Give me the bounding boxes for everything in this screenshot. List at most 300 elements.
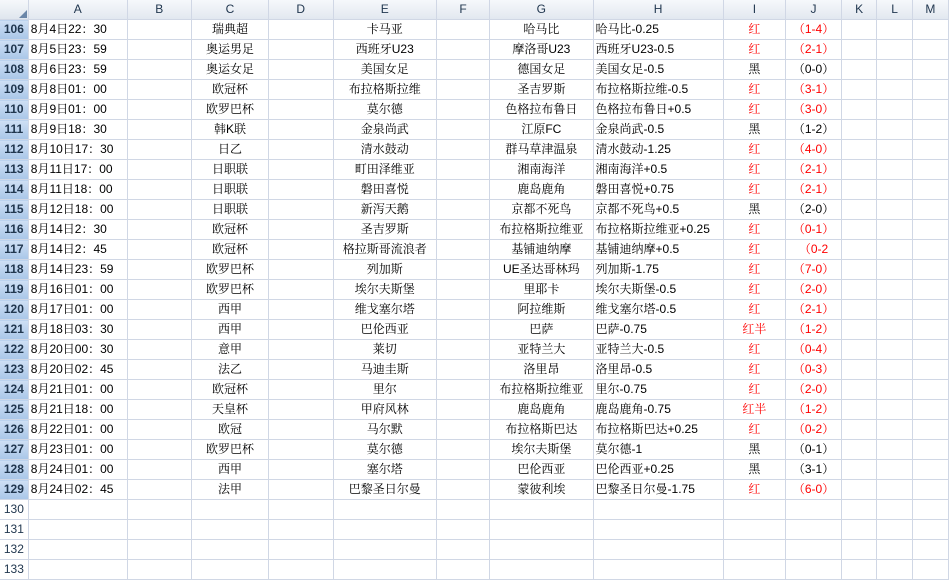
column-header-e[interactable]: E <box>333 0 436 20</box>
cell-E116[interactable]: 圣吉罗斯 <box>333 220 436 240</box>
cell-E132[interactable] <box>333 540 436 560</box>
cell-C106[interactable]: 瑞典超 <box>192 20 269 40</box>
cell-B108[interactable] <box>127 60 191 80</box>
cell-A121[interactable]: 8月18日03：30 <box>28 320 127 340</box>
row-header[interactable]: 115 <box>0 200 28 220</box>
cell-G126[interactable]: 布拉格斯巴达 <box>490 420 593 440</box>
cell-D118[interactable] <box>268 260 333 280</box>
table-row[interactable] <box>0 280 949 300</box>
cell-D130[interactable] <box>268 500 333 520</box>
cell-L117[interactable] <box>877 240 912 260</box>
table-row[interactable] <box>0 520 949 540</box>
cell-F124[interactable] <box>436 380 489 400</box>
cell-H106[interactable]: 哈马比-0.25 <box>593 20 723 40</box>
cell-B124[interactable] <box>127 380 191 400</box>
cell-I122[interactable]: 红 <box>723 340 786 360</box>
column-header-f[interactable]: F <box>436 0 489 20</box>
cell-E129[interactable]: 巴黎圣日尔曼 <box>333 480 436 500</box>
row-header[interactable]: 122 <box>0 340 28 360</box>
cell-K108[interactable] <box>841 60 877 80</box>
cell-F117[interactable] <box>436 240 489 260</box>
table-row[interactable] <box>0 40 949 60</box>
cell-I132[interactable] <box>723 540 786 560</box>
cell-M106[interactable] <box>912 20 948 40</box>
cell-B117[interactable] <box>127 240 191 260</box>
cell-K122[interactable] <box>841 340 877 360</box>
cell-L110[interactable] <box>877 100 912 120</box>
cell-H130[interactable] <box>593 500 723 520</box>
row-header[interactable]: 111 <box>0 120 28 140</box>
cell-D131[interactable] <box>268 520 333 540</box>
cell-H129[interactable]: 巴黎圣日尔曼-1.75 <box>593 480 723 500</box>
table-row[interactable] <box>0 200 949 220</box>
cell-L113[interactable] <box>877 160 912 180</box>
cell-K128[interactable] <box>841 460 877 480</box>
cell-D126[interactable] <box>268 420 333 440</box>
cell-L132[interactable] <box>877 540 912 560</box>
row-header[interactable]: 107 <box>0 40 28 60</box>
cell-G122[interactable]: 亚特兰大 <box>490 340 593 360</box>
cell-G127[interactable]: 埃尔夫斯堡 <box>490 440 593 460</box>
cell-F120[interactable] <box>436 300 489 320</box>
cell-F125[interactable] <box>436 400 489 420</box>
cell-I126[interactable]: 红 <box>723 420 786 440</box>
cell-H128[interactable]: 巴伦西亚+0.25 <box>593 460 723 480</box>
cell-G123[interactable]: 洛里昂 <box>490 360 593 380</box>
cell-I108[interactable]: 黑 <box>723 60 786 80</box>
cell-G132[interactable] <box>490 540 593 560</box>
cell-M125[interactable] <box>912 400 948 420</box>
cell-F133[interactable] <box>436 560 489 580</box>
cell-I123[interactable]: 红 <box>723 360 786 380</box>
cell-G106[interactable]: 哈马比 <box>490 20 593 40</box>
cell-L107[interactable] <box>877 40 912 60</box>
table-row[interactable] <box>0 120 949 140</box>
table-row[interactable] <box>0 420 949 440</box>
cell-D108[interactable] <box>268 60 333 80</box>
column-header-l[interactable]: L <box>877 0 912 20</box>
table-row[interactable] <box>0 440 949 460</box>
cell-M117[interactable] <box>912 240 948 260</box>
cell-D129[interactable] <box>268 480 333 500</box>
table-row[interactable] <box>0 240 949 260</box>
cell-A124[interactable]: 8月21日01：00 <box>28 380 127 400</box>
cell-M131[interactable] <box>912 520 948 540</box>
cell-E119[interactable]: 埃尔夫斯堡 <box>333 280 436 300</box>
table-row[interactable] <box>0 500 949 520</box>
cell-I113[interactable]: 红 <box>723 160 786 180</box>
cell-B113[interactable] <box>127 160 191 180</box>
cell-F109[interactable] <box>436 80 489 100</box>
cell-M133[interactable] <box>912 560 948 580</box>
cell-B115[interactable] <box>127 200 191 220</box>
row-header[interactable]: 114 <box>0 180 28 200</box>
table-row[interactable] <box>0 540 949 560</box>
cell-E111[interactable]: 金泉尚武 <box>333 120 436 140</box>
cell-K125[interactable] <box>841 400 877 420</box>
cell-J112[interactable]: （4-0） <box>786 140 842 160</box>
cell-M111[interactable] <box>912 120 948 140</box>
cell-D107[interactable] <box>268 40 333 60</box>
table-row[interactable] <box>0 400 949 420</box>
row-header[interactable]: 110 <box>0 100 28 120</box>
cell-E125[interactable]: 甲府风林 <box>333 400 436 420</box>
cell-C112[interactable]: 日乙 <box>192 140 269 160</box>
cell-H126[interactable]: 布拉格斯巴达+0.25 <box>593 420 723 440</box>
row-header[interactable]: 126 <box>0 420 28 440</box>
cell-M126[interactable] <box>912 420 948 440</box>
cell-L118[interactable] <box>877 260 912 280</box>
cell-F118[interactable] <box>436 260 489 280</box>
cell-A112[interactable]: 8月10日17：30 <box>28 140 127 160</box>
cell-H113[interactable]: 湘南海洋+0.5 <box>593 160 723 180</box>
cell-H109[interactable]: 布拉格斯拉维-0.5 <box>593 80 723 100</box>
table-row[interactable] <box>0 560 949 580</box>
cell-K112[interactable] <box>841 140 877 160</box>
cell-J119[interactable]: （2-0） <box>786 280 842 300</box>
cell-E118[interactable]: 列加斯 <box>333 260 436 280</box>
cell-K132[interactable] <box>841 540 877 560</box>
cell-L114[interactable] <box>877 180 912 200</box>
row-header[interactable]: 119 <box>0 280 28 300</box>
cell-E110[interactable]: 莫尔德 <box>333 100 436 120</box>
cell-B122[interactable] <box>127 340 191 360</box>
cell-A132[interactable] <box>28 540 127 560</box>
cell-J113[interactable]: （2-1） <box>786 160 842 180</box>
cell-F111[interactable] <box>436 120 489 140</box>
cell-B119[interactable] <box>127 280 191 300</box>
cell-A125[interactable]: 8月21日18：00 <box>28 400 127 420</box>
cell-K121[interactable] <box>841 320 877 340</box>
cell-J120[interactable]: （2-1） <box>786 300 842 320</box>
cell-C122[interactable]: 意甲 <box>192 340 269 360</box>
row-header[interactable]: 112 <box>0 140 28 160</box>
cell-K115[interactable] <box>841 200 877 220</box>
cell-F119[interactable] <box>436 280 489 300</box>
select-all-corner[interactable] <box>0 0 28 20</box>
cell-L125[interactable] <box>877 400 912 420</box>
cell-D110[interactable] <box>268 100 333 120</box>
cell-B112[interactable] <box>127 140 191 160</box>
cell-G129[interactable]: 蒙彼利埃 <box>490 480 593 500</box>
cell-E106[interactable]: 卡马亚 <box>333 20 436 40</box>
cell-I106[interactable]: 红 <box>723 20 786 40</box>
cell-I121[interactable]: 红半 <box>723 320 786 340</box>
cell-B125[interactable] <box>127 400 191 420</box>
cell-K106[interactable] <box>841 20 877 40</box>
row-header[interactable]: 123 <box>0 360 28 380</box>
cell-H111[interactable]: 金泉尚武-0.5 <box>593 120 723 140</box>
cell-F130[interactable] <box>436 500 489 520</box>
cell-H122[interactable]: 亚特兰大-0.5 <box>593 340 723 360</box>
cell-L130[interactable] <box>877 500 912 520</box>
cell-I107[interactable]: 红 <box>723 40 786 60</box>
cell-A120[interactable]: 8月17日01：00 <box>28 300 127 320</box>
cell-L133[interactable] <box>877 560 912 580</box>
cell-D124[interactable] <box>268 380 333 400</box>
cell-C110[interactable]: 欧罗巴杯 <box>192 100 269 120</box>
cell-A110[interactable]: 8月9日01：00 <box>28 100 127 120</box>
cell-M116[interactable] <box>912 220 948 240</box>
cell-D111[interactable] <box>268 120 333 140</box>
cell-K116[interactable] <box>841 220 877 240</box>
cell-F123[interactable] <box>436 360 489 380</box>
table-row[interactable] <box>0 340 949 360</box>
cell-L129[interactable] <box>877 480 912 500</box>
cell-I119[interactable]: 红 <box>723 280 786 300</box>
table-row[interactable] <box>0 260 949 280</box>
cell-B123[interactable] <box>127 360 191 380</box>
cell-G117[interactable]: 基铺迪纳摩 <box>490 240 593 260</box>
cell-J122[interactable]: （0-4） <box>786 340 842 360</box>
cell-F116[interactable] <box>436 220 489 240</box>
cell-A119[interactable]: 8月16日01：00 <box>28 280 127 300</box>
cell-G120[interactable]: 阿拉维斯 <box>490 300 593 320</box>
column-header-d[interactable]: D <box>268 0 333 20</box>
cell-B121[interactable] <box>127 320 191 340</box>
cell-F108[interactable] <box>436 60 489 80</box>
cell-A123[interactable]: 8月20日02：45 <box>28 360 127 380</box>
cell-A126[interactable]: 8月22日01：00 <box>28 420 127 440</box>
cell-A107[interactable]: 8月5日23：59 <box>28 40 127 60</box>
cell-K120[interactable] <box>841 300 877 320</box>
worksheet-body[interactable] <box>0 20 949 580</box>
cell-E122[interactable]: 莱切 <box>333 340 436 360</box>
cell-A113[interactable]: 8月11日17：00 <box>28 160 127 180</box>
cell-J132[interactable] <box>786 540 842 560</box>
cell-K113[interactable] <box>841 160 877 180</box>
cell-C126[interactable]: 欧冠 <box>192 420 269 440</box>
row-header[interactable]: 124 <box>0 380 28 400</box>
cell-F131[interactable] <box>436 520 489 540</box>
cell-E133[interactable] <box>333 560 436 580</box>
cell-M123[interactable] <box>912 360 948 380</box>
cell-G118[interactable]: UE圣达哥林玛 <box>490 260 593 280</box>
cell-J116[interactable]: （0-1） <box>786 220 842 240</box>
cell-D117[interactable] <box>268 240 333 260</box>
cell-F121[interactable] <box>436 320 489 340</box>
cell-M114[interactable] <box>912 180 948 200</box>
cell-K130[interactable] <box>841 500 877 520</box>
cell-K124[interactable] <box>841 380 877 400</box>
column-header-a[interactable]: A <box>28 0 127 20</box>
cell-C131[interactable] <box>192 520 269 540</box>
cell-B107[interactable] <box>127 40 191 60</box>
cell-I110[interactable]: 红 <box>723 100 786 120</box>
cell-I109[interactable]: 红 <box>723 80 786 100</box>
cell-B120[interactable] <box>127 300 191 320</box>
cell-C128[interactable]: 西甲 <box>192 460 269 480</box>
cell-K131[interactable] <box>841 520 877 540</box>
table-row[interactable] <box>0 100 949 120</box>
cell-L128[interactable] <box>877 460 912 480</box>
cell-M112[interactable] <box>912 140 948 160</box>
cell-C109[interactable]: 欧冠杯 <box>192 80 269 100</box>
table-row[interactable] <box>0 20 949 40</box>
cell-E114[interactable]: 磐田喜悦 <box>333 180 436 200</box>
cell-E112[interactable]: 清水鼓动 <box>333 140 436 160</box>
row-header[interactable]: 109 <box>0 80 28 100</box>
cell-H132[interactable] <box>593 540 723 560</box>
cell-D115[interactable] <box>268 200 333 220</box>
cell-F126[interactable] <box>436 420 489 440</box>
cell-H108[interactable]: 美国女足-0.5 <box>593 60 723 80</box>
cell-G109[interactable]: 圣吉罗斯 <box>490 80 593 100</box>
table-row[interactable] <box>0 220 949 240</box>
cell-H114[interactable]: 磐田喜悦+0.75 <box>593 180 723 200</box>
cell-E126[interactable]: 马尔默 <box>333 420 436 440</box>
table-row[interactable] <box>0 160 949 180</box>
cell-K118[interactable] <box>841 260 877 280</box>
cell-D109[interactable] <box>268 80 333 100</box>
column-header-c[interactable]: C <box>192 0 269 20</box>
cell-G108[interactable]: 德国女足 <box>490 60 593 80</box>
cell-C117[interactable]: 欧冠杯 <box>192 240 269 260</box>
cell-B132[interactable] <box>127 540 191 560</box>
cell-I118[interactable]: 红 <box>723 260 786 280</box>
cell-B118[interactable] <box>127 260 191 280</box>
cell-E109[interactable]: 布拉格斯拉维 <box>333 80 436 100</box>
cell-I115[interactable]: 黑 <box>723 200 786 220</box>
cell-F128[interactable] <box>436 460 489 480</box>
cell-H125[interactable]: 鹿岛鹿角-0.75 <box>593 400 723 420</box>
cell-D122[interactable] <box>268 340 333 360</box>
cell-C120[interactable]: 西甲 <box>192 300 269 320</box>
cell-D112[interactable] <box>268 140 333 160</box>
cell-D132[interactable] <box>268 540 333 560</box>
table-row[interactable] <box>0 80 949 100</box>
row-header[interactable]: 108 <box>0 60 28 80</box>
cell-B109[interactable] <box>127 80 191 100</box>
cell-D116[interactable] <box>268 220 333 240</box>
row-header[interactable]: 117 <box>0 240 28 260</box>
cell-G130[interactable] <box>490 500 593 520</box>
cell-J107[interactable]: （2-1） <box>786 40 842 60</box>
cell-I114[interactable]: 红 <box>723 180 786 200</box>
cell-J121[interactable]: （1-2） <box>786 320 842 340</box>
column-header-g[interactable]: G <box>490 0 593 20</box>
cell-E128[interactable]: 塞尔塔 <box>333 460 436 480</box>
cell-L131[interactable] <box>877 520 912 540</box>
cell-M120[interactable] <box>912 300 948 320</box>
cell-L127[interactable] <box>877 440 912 460</box>
cell-M130[interactable] <box>912 500 948 520</box>
cell-E115[interactable]: 新泻天鹅 <box>333 200 436 220</box>
cell-A122[interactable]: 8月20日00：30 <box>28 340 127 360</box>
cell-J111[interactable]: （1-2） <box>786 120 842 140</box>
cell-I133[interactable] <box>723 560 786 580</box>
cell-G119[interactable]: 里耶卡 <box>490 280 593 300</box>
cell-F132[interactable] <box>436 540 489 560</box>
cell-M109[interactable] <box>912 80 948 100</box>
cell-L116[interactable] <box>877 220 912 240</box>
cell-A117[interactable]: 8月14日2：45 <box>28 240 127 260</box>
cell-I127[interactable]: 黑 <box>723 440 786 460</box>
cell-I131[interactable] <box>723 520 786 540</box>
cell-H120[interactable]: 维戈塞尔塔-0.5 <box>593 300 723 320</box>
row-header[interactable]: 128 <box>0 460 28 480</box>
cell-L123[interactable] <box>877 360 912 380</box>
cell-C115[interactable]: 日职联 <box>192 200 269 220</box>
cell-K133[interactable] <box>841 560 877 580</box>
column-header-i[interactable]: I <box>723 0 786 20</box>
cell-I128[interactable]: 黑 <box>723 460 786 480</box>
table-row[interactable] <box>0 140 949 160</box>
cell-J131[interactable] <box>786 520 842 540</box>
cell-B131[interactable] <box>127 520 191 540</box>
cell-A128[interactable]: 8月24日01：00 <box>28 460 127 480</box>
cell-C129[interactable]: 法甲 <box>192 480 269 500</box>
cell-E131[interactable] <box>333 520 436 540</box>
cell-D123[interactable] <box>268 360 333 380</box>
cell-E124[interactable]: 里尔 <box>333 380 436 400</box>
cell-D128[interactable] <box>268 460 333 480</box>
cell-E123[interactable]: 马迪圭斯 <box>333 360 436 380</box>
cell-M119[interactable] <box>912 280 948 300</box>
cell-D119[interactable] <box>268 280 333 300</box>
cell-J115[interactable]: （2-0） <box>786 200 842 220</box>
cell-J114[interactable]: （2-1） <box>786 180 842 200</box>
cell-A109[interactable]: 8月8日01：00 <box>28 80 127 100</box>
cell-I129[interactable]: 红 <box>723 480 786 500</box>
cell-A127[interactable]: 8月23日01：00 <box>28 440 127 460</box>
column-header-b[interactable]: B <box>127 0 191 20</box>
table-row[interactable] <box>0 460 949 480</box>
cell-B116[interactable] <box>127 220 191 240</box>
cell-M128[interactable] <box>912 460 948 480</box>
cell-C133[interactable] <box>192 560 269 580</box>
cell-H115[interactable]: 京都不死鸟+0.5 <box>593 200 723 220</box>
cell-E127[interactable]: 莫尔德 <box>333 440 436 460</box>
cell-L111[interactable] <box>877 120 912 140</box>
cell-L112[interactable] <box>877 140 912 160</box>
cell-B114[interactable] <box>127 180 191 200</box>
cell-D133[interactable] <box>268 560 333 580</box>
cell-K129[interactable] <box>841 480 877 500</box>
cell-E130[interactable] <box>333 500 436 520</box>
cell-F115[interactable] <box>436 200 489 220</box>
cell-G111[interactable]: 江原FC <box>490 120 593 140</box>
cell-L119[interactable] <box>877 280 912 300</box>
cell-J125[interactable]: （1-2） <box>786 400 842 420</box>
cell-J126[interactable]: （0-2） <box>786 420 842 440</box>
cell-D106[interactable] <box>268 20 333 40</box>
column-header-j[interactable]: J <box>786 0 842 20</box>
cell-G121[interactable]: 巴萨 <box>490 320 593 340</box>
cell-H110[interactable]: 色格拉布鲁日+0.5 <box>593 100 723 120</box>
cell-A130[interactable] <box>28 500 127 520</box>
cell-B128[interactable] <box>127 460 191 480</box>
cell-D125[interactable] <box>268 400 333 420</box>
table-row[interactable] <box>0 380 949 400</box>
row-header[interactable]: 120 <box>0 300 28 320</box>
cell-L108[interactable] <box>877 60 912 80</box>
cell-K109[interactable] <box>841 80 877 100</box>
cell-B110[interactable] <box>127 100 191 120</box>
cell-K127[interactable] <box>841 440 877 460</box>
row-header[interactable]: 116 <box>0 220 28 240</box>
cell-J118[interactable]: （7-0） <box>786 260 842 280</box>
cell-A111[interactable]: 8月9日18：30 <box>28 120 127 140</box>
cell-M127[interactable] <box>912 440 948 460</box>
cell-D113[interactable] <box>268 160 333 180</box>
cell-C124[interactable]: 欧冠杯 <box>192 380 269 400</box>
cell-K117[interactable] <box>841 240 877 260</box>
cell-H124[interactable]: 里尔-0.75 <box>593 380 723 400</box>
cell-J123[interactable]: （0-3） <box>786 360 842 380</box>
cell-J128[interactable]: （3-1） <box>786 460 842 480</box>
cell-I124[interactable]: 红 <box>723 380 786 400</box>
